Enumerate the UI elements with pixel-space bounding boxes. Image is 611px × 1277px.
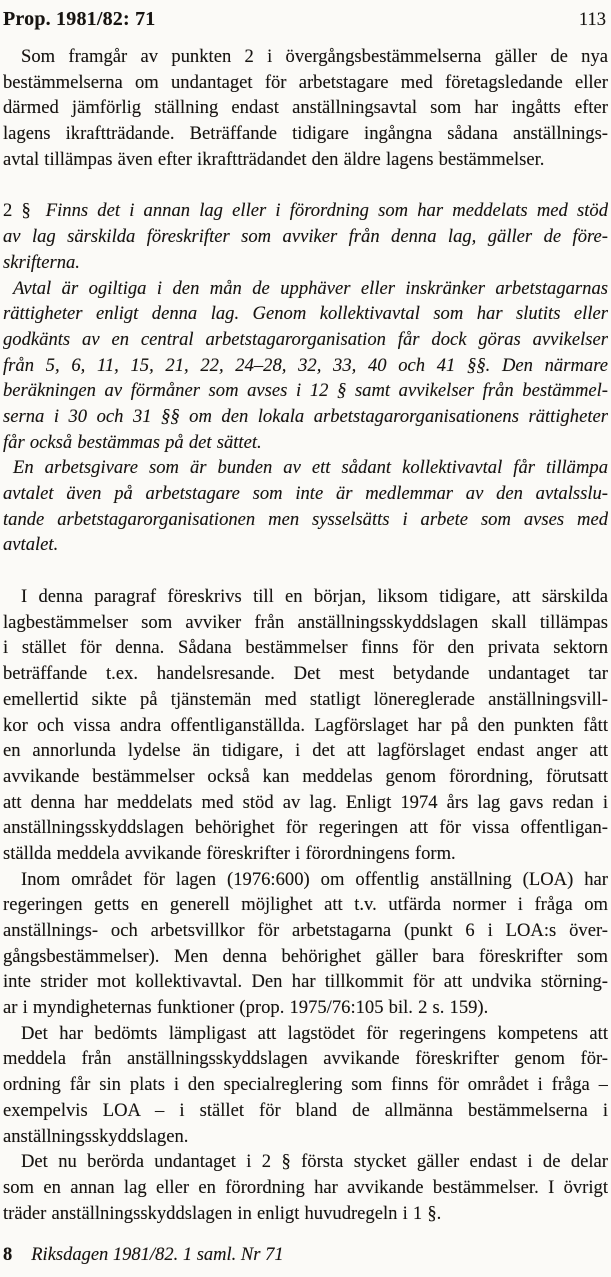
- text-line: Avtal är ogiltiga i den mån de upphäver eller inskränker arbetstagarnas: [13, 277, 608, 299]
- statute-paragraph: [3, 198, 608, 275]
- doc-reference: Prop. 1981/82: 71: [3, 8, 156, 30]
- document-body: [3, 44, 608, 1226]
- text-line: tande arbetstagarorganisationen men sysselsätts i arbete som avses med: [3, 508, 608, 530]
- text-line: anställningsskyddslagen.: [3, 1125, 189, 1147]
- text-line: skrifterna.: [3, 251, 80, 273]
- text-line: avtal tillämpas även efter ikraftträdandet den äldre lagens bestämmelser.: [3, 148, 545, 170]
- text-line: godkänts av en central arbetstagarorganisation får dock göras avvikelser: [3, 328, 608, 350]
- text-line: därmed jämförlig ställning endast anställningsavtal som har ingåtts efter: [3, 97, 608, 119]
- text-line: av lag särskilda föreskrifter som avviker från denna lag, gäller de före-: [3, 226, 608, 248]
- text-line: anställnings- och arbetsvillkor för arbetstagarna (punkt 6 i LOA:s över-: [3, 920, 608, 941]
- body-paragraph: [3, 584, 608, 867]
- body-paragraph: [3, 44, 608, 172]
- text-line: bestämmelserna om undantaget för arbetstagare med företagsledande eller: [3, 71, 608, 93]
- body-paragraph: [3, 1021, 608, 1149]
- text-line: beträffande t.ex. handelsresande. Det mest betydande undantaget tar: [3, 663, 608, 685]
- body-paragraph: [3, 867, 608, 1021]
- text-line: avtalet även på arbetstagare som inte är medlemmar av den avtalsslu-: [3, 483, 608, 504]
- text-line: inte strider mot kollektivavtal. Den har tillkommit för att undvika störning-: [3, 971, 608, 993]
- text-line: får också bestämmas på det sättet.: [3, 431, 262, 453]
- text-line: kor och vissa andra offentliganställda. Lagförslaget har på den punkten fått: [3, 714, 608, 736]
- text-line: serna i 30 och 31 §§ om den lokala arbetstagarorganisationens rättigheter: [3, 405, 608, 427]
- text-line: Det nu berörda undantaget i 2 § första stycket gäller endast i de delar: [21, 1151, 608, 1173]
- text-line: avtalet.: [3, 534, 59, 556]
- page-number: 113: [578, 10, 606, 30]
- text-line: lagbestämmelser som avviker från anställningsskyddslagen skall tillämpas: [3, 611, 608, 633]
- text-line: Det har bedömts lämpligast att lagstödet för regeringens kompetens att: [21, 1022, 608, 1044]
- signature-number: 8: [3, 1245, 13, 1265]
- section-number: 2 §: [3, 200, 31, 222]
- text-line: ordning får sin plats i den specialreglering som finns för området i fråga –: [3, 1074, 608, 1096]
- text-line: träder anställningsskyddslagen in enligt huvudregeln i 1 §.: [3, 1202, 442, 1224]
- body-paragraph: [3, 1149, 608, 1226]
- text-line: ställda meddela avvikande föreskrifter i förordningens form.: [3, 842, 456, 864]
- text-line: exempelvis LOA – i stället för bland de allmänna bestämmelserna i: [3, 1099, 608, 1121]
- text-line: lagens ikraftträdande. Beträffande tidigare ingångna sådana anställnings-: [3, 123, 608, 145]
- text-line: beräkningen av förmåner som avses i 12 § samt avvikelser från bestämmel-: [3, 380, 608, 402]
- text-line: avvikande bestämmelser också kan meddelas genom förordning, förutsatt: [3, 765, 608, 787]
- statute-paragraph: [3, 276, 608, 456]
- page-header: [3, 8, 608, 31]
- statute-paragraph: [3, 455, 608, 558]
- text-line: ar i myndigheternas funktioner (prop. 1975/76:105 bil. 2 s. 159).: [3, 997, 489, 1019]
- page-footer: [3, 1245, 608, 1266]
- text-line: emellertid sikte på tjänstemän med statligt lönereglerade anställningsvill-: [3, 688, 608, 710]
- text-line: att denna har meddelats med stöd av lag. Enligt 1974 års lag gavs redan i: [3, 791, 608, 813]
- text-line: 2 § Finns det i annan lag eller i förordning som har meddelats med stöd: [3, 200, 608, 222]
- text-line: anställningsskyddslagen behörighet för regeringen att för vissa offentligan-: [3, 817, 608, 839]
- text-line: en annorlunda lydelse än tidigare, i det att lagförslaget endast anger att: [3, 740, 608, 762]
- text-line: Inom området för lagen (1976:600) om offentlig anställning (LOA) har: [21, 868, 608, 890]
- text-line: från 5, 6, 11, 15, 21, 22, 24–28, 32, 33, 40 och 41 §§. Den närmare: [3, 354, 608, 376]
- text-line: i stället för denna. Sådana bestämmelser finns för den privata sektorn: [3, 637, 608, 659]
- text-line: En arbetsgivare som är bunden av ett sådant kollektivavtal får tillämpa: [13, 457, 608, 479]
- imprint-text: Riksdagen 1981/82. 1 saml. Nr 71: [31, 1245, 284, 1265]
- text-line: I denna paragraf föreskrivs till en början, liksom tidigare, att särskilda: [21, 586, 608, 608]
- text-line: Som framgår av punkten 2 i övergångsbestämmelserna gäller de nya: [21, 46, 608, 67]
- text-line: meddela från anställningsskyddslagen avvikande föreskrifter genom för-: [3, 1048, 608, 1070]
- text-line: regeringen getts en generell möjlighet att t.v. utfärda normer i fråga om: [3, 894, 608, 916]
- text-line: gångsbestämmelser). Men denna behörighet gäller bara föreskrifter som: [3, 945, 608, 967]
- text-line: rättigheter enligt denna lag. Genom kollektivavtal som har slutits eller: [3, 303, 608, 325]
- text-line: som en annan lag eller en förordning har avvikande bestämmelser. I övrigt: [3, 1176, 608, 1198]
